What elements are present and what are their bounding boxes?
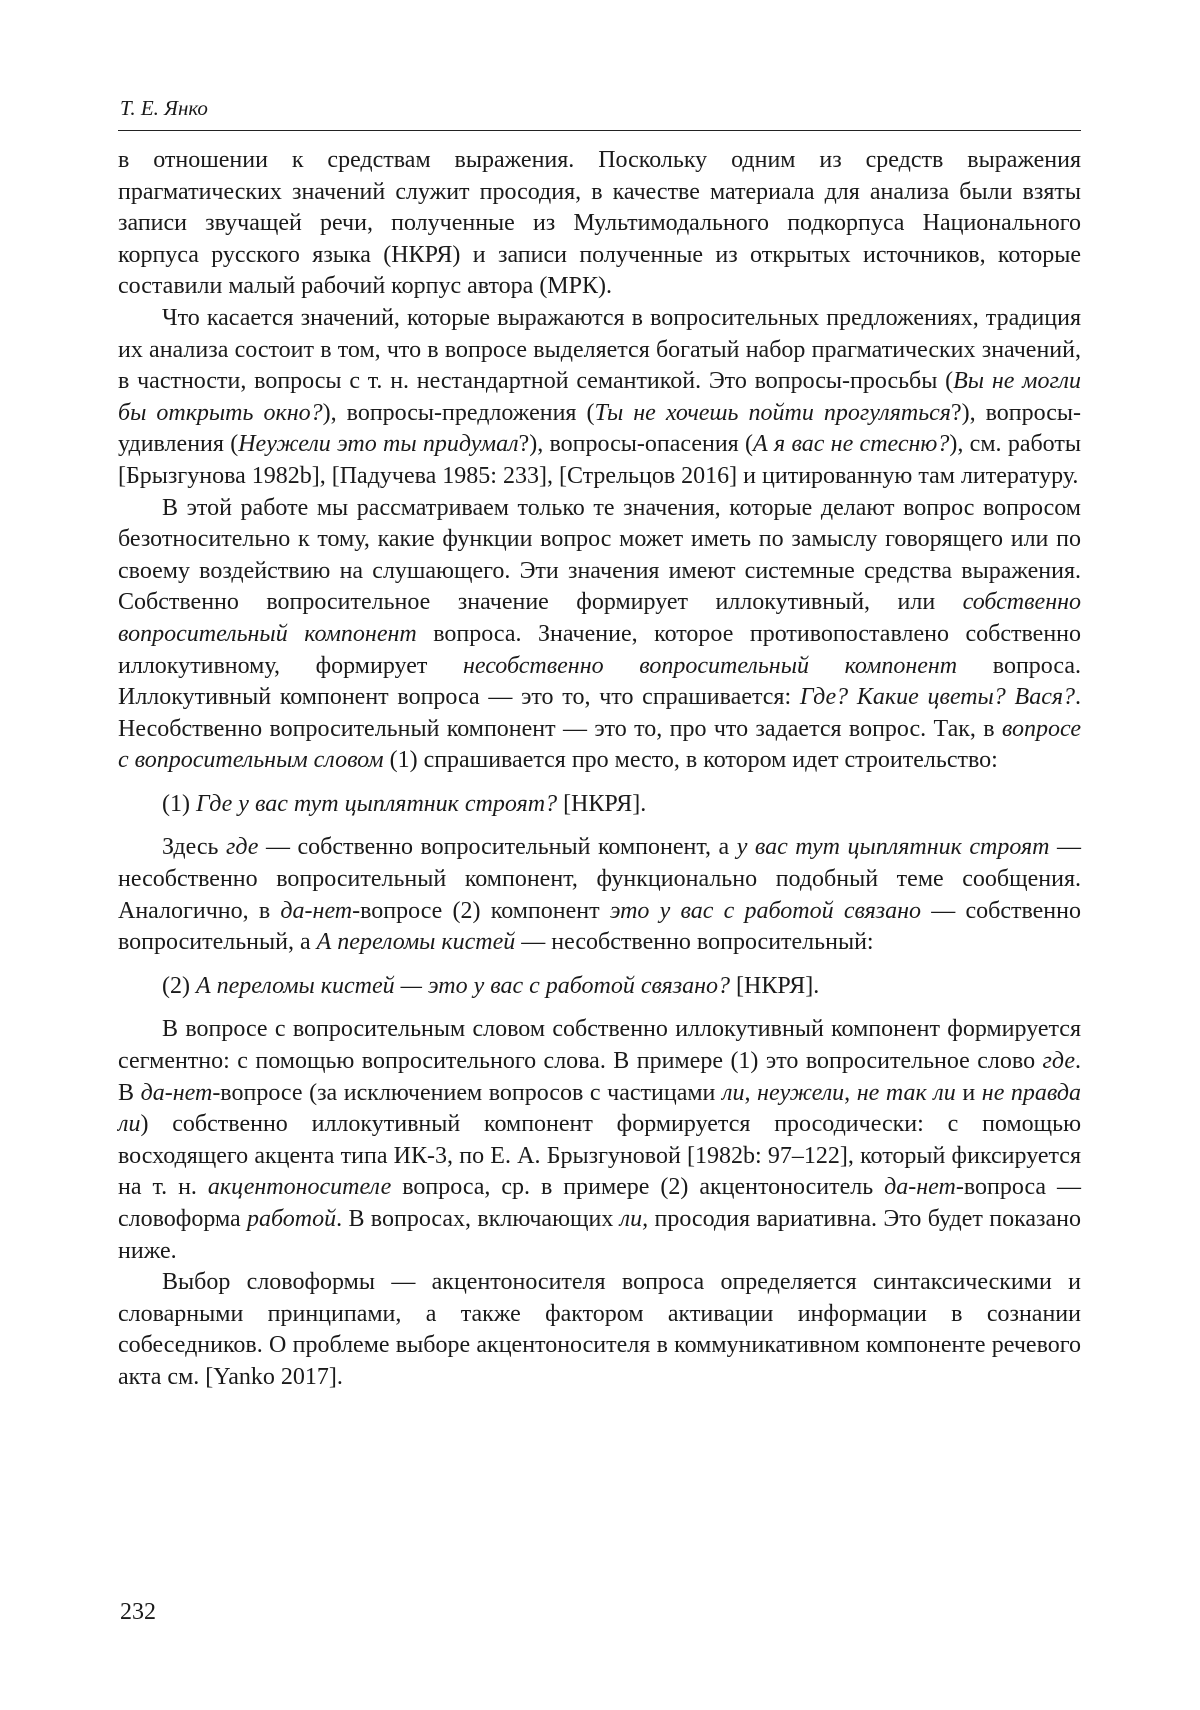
text-run: Выбор словоформы — акцентоносителя вопроса определяется синтаксическими и словарными принципами, а также фактором активации информации в сознании собеседников. О проблеме выборе акцентоносителя в коммуникативном компоненте речевого акта см. [Yanko 2017].: [118, 1269, 1081, 1390]
italic-run: акцентоносителе: [207, 1174, 392, 1201]
text-run: — несобственно вопросительный:: [515, 929, 874, 956]
text-run: — собственно вопросительный, а: [118, 897, 1081, 956]
italic-run: Ты не хочешь пойти прогуляться: [594, 399, 951, 426]
italic-run: Неужели это ты придумал: [238, 431, 519, 458]
italic-run: не правда ли: [118, 1079, 1082, 1138]
page-number: 232: [120, 1599, 156, 1625]
text-run: ?), вопросы-опасения (: [518, 431, 754, 458]
paragraph-2: [118, 303, 1081, 493]
running-head: [118, 96, 1081, 131]
italic-run: да-нет: [280, 897, 353, 924]
text-run: (1) спрашивается про место, в котором идет строительство:: [383, 747, 998, 774]
text-run: . Несобственно вопросительный компонент — это то, про что задается вопрос. Так, в: [118, 684, 1082, 742]
italic-run: Вы не могли бы открыть окно?: [118, 368, 1081, 426]
example-2: [118, 971, 1081, 1003]
italic-run: да-нет: [140, 1079, 213, 1106]
text-run: в отношении к средствам выражения. Поскольку одним из средств выражения прагматических значений служит просодия, в качестве материала для анализа были взяты записи звучащей речи, полученные из Мультимодального подкорпуса Национального корпуса русского языка (НКРЯ) и записи полученные из открытых источников, которые составили малый рабочий корпус автора (МРК).: [118, 147, 1081, 300]
running-head-author: Т. Е. Янко: [120, 96, 208, 120]
text-run: вопроса. Иллокутивный компонент вопроса — это то, что спрашивается:: [118, 652, 1081, 711]
italic-run: А переломы кистей — это у вас с работой связано?: [195, 972, 731, 999]
italic-run: да-нет: [884, 1174, 956, 1201]
body-text: [118, 145, 1081, 1394]
text-run: просодия вариативна. Это будет показано ниже.: [118, 1206, 1081, 1264]
example-1: [118, 789, 1081, 821]
text-run: -вопросе (за исключением вопросов с частицами: [212, 1079, 722, 1106]
text-run: [НКРЯ].: [557, 790, 647, 817]
text-run: . В вопросах, включающих: [336, 1206, 620, 1232]
italic-run: А переломы кистей: [316, 929, 516, 956]
italic-run: работой: [247, 1206, 337, 1232]
italic-run: ли: [721, 1079, 745, 1106]
text-run: ) собственно иллокутивный компонент формируется просодически: с помощью восходящего акцента типа ИК-3, по Е. А. Брызгуновой [1982b: 97–122], который фиксируется на т. н.: [118, 1111, 1081, 1201]
text-run: Что касается значений, которые выражаются в вопросительных предложениях, традиция их анализа состоит в том, что в вопросе выделяется богатый набор прагматических значений, в частности, вопросы с т. н. нестандартной семантикой. Это вопросы-просьбы (: [118, 304, 1081, 395]
text-run: ,: [744, 1079, 758, 1106]
italic-run: несобственно вопросительный компонент: [463, 652, 958, 679]
text-run: ?), вопросы-удивления (: [118, 399, 1082, 458]
paragraph-1: [118, 145, 1081, 303]
text-run: . В: [118, 1048, 1081, 1106]
text-run: В вопросе с вопросительным словом собственно иллокутивный компонент формируется сегментно: с помощью вопросительного слова. В примере (1) это вопросительное слово: [118, 1016, 1081, 1075]
text-run: вопроса. Значение, которое противопоставлено собственно иллокутивному, формирует: [118, 620, 1081, 679]
italic-run: собственно вопросительный компонент: [118, 589, 1081, 647]
text-run: — собственно вопросительный компонент, а: [258, 834, 737, 861]
text-run: ), вопросы-предложения (: [322, 399, 595, 426]
text-run: -вопросе (2) компонент: [352, 897, 610, 924]
italic-run: Где у вас тут цыплятник строят?: [195, 790, 558, 817]
paragraph-6: [118, 1267, 1081, 1393]
italic-run: это у вас с работой связано: [609, 897, 922, 924]
italic-run: не так ли: [856, 1079, 956, 1106]
text-run: В этой работе мы рассматриваем только те значения, которые делают вопрос вопросом безотносительно к тому, какие функции вопрос может иметь по замыслу говорящего или по своему воздействию на слушающего. Эти значения имеют системные средства выражения. Собственно вопросительное значение формирует иллокутивный, или: [118, 494, 1081, 616]
italic-run: вопросе с вопросительным словом: [118, 715, 1081, 774]
paragraph-5: [118, 1014, 1081, 1267]
text-run: (2): [162, 972, 196, 999]
text-run: ), см. работы [Брызгунова 1982b], [Падучева 1985: 233], [Стрельцов 2016] и цитированную там литературу.: [118, 431, 1081, 489]
text-run: -вопроса — словоформа: [118, 1174, 1081, 1232]
paragraph-3: [118, 493, 1081, 777]
text-run: Здесь: [162, 834, 226, 861]
text-run: вопроса, ср. в примере (2) акцентоноситель: [391, 1174, 885, 1201]
italic-run: А я вас не стесню?: [753, 431, 950, 458]
italic-run: ли,: [619, 1206, 649, 1232]
italic-run: неужели: [757, 1079, 845, 1106]
text-run: (1): [162, 790, 196, 817]
text-run: [НКРЯ].: [730, 972, 820, 999]
text-run: — несобственно вопросительный компонент, функционально подобный теме сообщения. Аналогично, в: [118, 834, 1082, 924]
italic-run: где: [226, 834, 259, 861]
italic-run: где: [1042, 1048, 1075, 1075]
text-run: ,: [844, 1079, 857, 1106]
italic-run: Где? Какие цветы? Вася?: [799, 684, 1076, 711]
paragraph-4: [118, 832, 1081, 958]
text-run: и: [955, 1079, 982, 1106]
italic-run: у вас тут цыплятник строят: [736, 834, 1050, 861]
page: [118, 96, 1081, 1394]
